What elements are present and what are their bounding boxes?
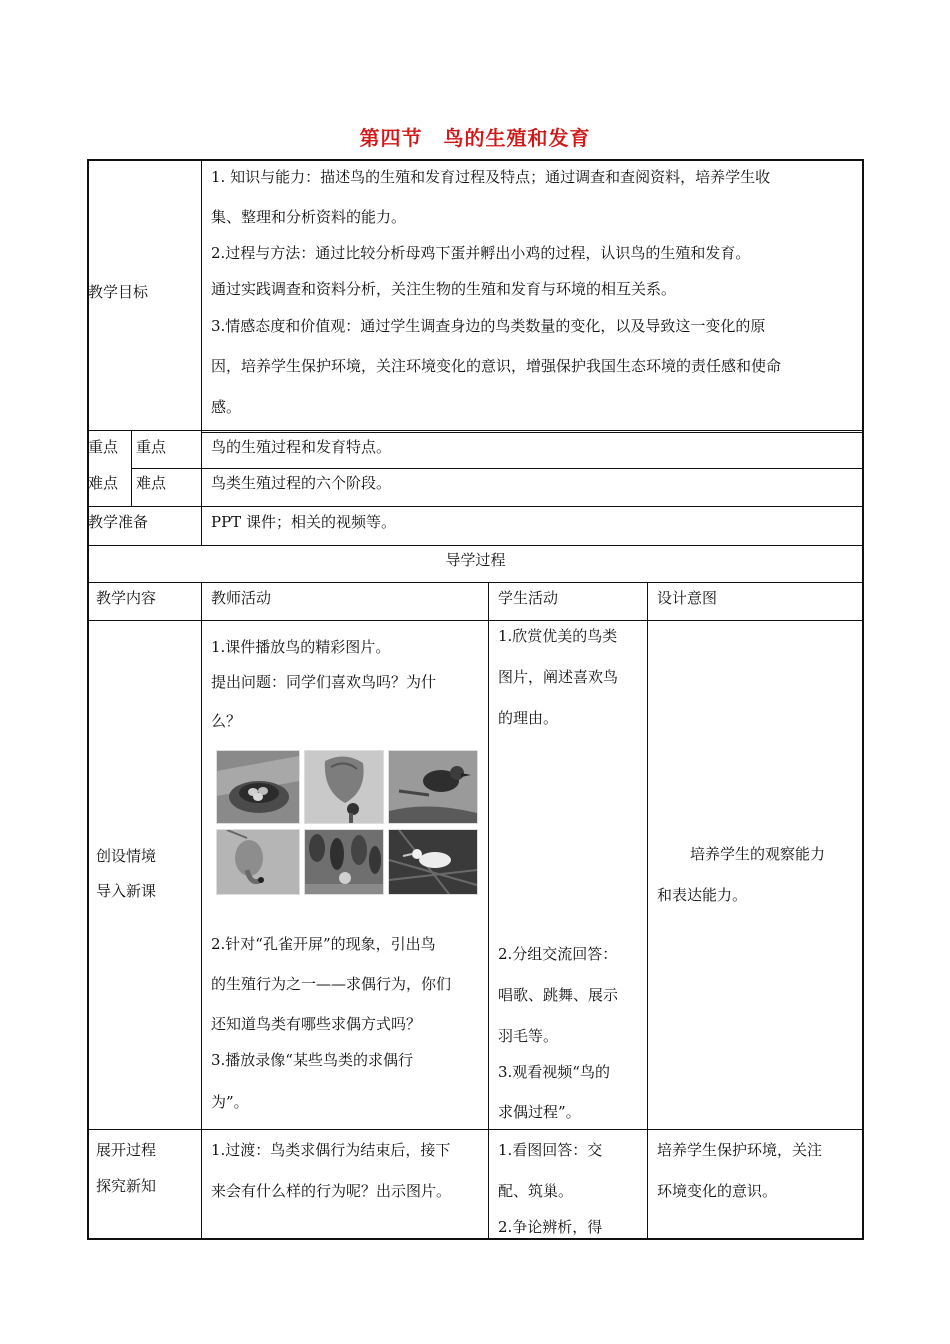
goals-label: 教学目标 — [88, 283, 149, 301]
row-divider — [88, 582, 863, 583]
section1-student-line: 唱歌、跳舞、展示 — [498, 986, 619, 1004]
column-divider — [201, 583, 202, 1239]
section1-student-line: 3.观看视频“鸟的 — [498, 1063, 610, 1081]
section1-content: 导入新课 — [96, 882, 157, 900]
page-title: 第四节 鸟的生殖和发育 — [359, 126, 591, 150]
section2-intent-line: 培养学生保护环境，关注 — [657, 1141, 823, 1159]
goals-line: 感。 — [211, 398, 242, 416]
goals-line: 2.过程与方法：通过比较分析母鸡下蛋并孵出小鸡的过程，认识鸟的生殖和发育。 — [211, 244, 751, 262]
egret-nest-photo — [388, 829, 478, 895]
section1-content: 创设情境 — [96, 847, 157, 865]
section1-student-line: 2.分组交流回答： — [498, 945, 618, 963]
goals-line: 1. 知识与能力：描述鸟的生殖和发育过程及特点；通过调查和查阅资料，培养学生收 — [211, 168, 771, 186]
section1-student-line: 羽毛等。 — [498, 1027, 559, 1045]
section2-teacher-line: 来会有什么样的行为呢？出示图片。 — [211, 1182, 452, 1200]
section1-intent-line: 培养学生的观察能力 — [690, 845, 826, 863]
prep-label: 教学准备 — [88, 513, 149, 531]
hanging-nest-photo — [216, 829, 300, 895]
difficulty-label: 难点 — [136, 474, 167, 492]
column-header-teacher: 教师活动 — [211, 589, 272, 607]
section1-teacher-line: 提出问题：同学们喜欢鸟吗？为什 — [211, 673, 437, 691]
key-split-divider — [131, 431, 132, 507]
difficulties-label: 难点 — [88, 474, 119, 492]
row-divider — [88, 620, 863, 621]
section1-teacher-line: 2.针对“孔雀开屏”的现象，引出鸟 — [211, 935, 436, 953]
section2-content: 展开过程 — [96, 1141, 157, 1159]
section1-student-line: 求偶过程”。 — [498, 1103, 581, 1121]
column-header-content: 教学内容 — [96, 589, 157, 607]
table-right-border — [862, 159, 864, 1240]
section1-teacher-line: 为”。 — [211, 1093, 249, 1111]
table-bottom-border — [87, 1238, 864, 1240]
row-divider — [88, 1129, 863, 1130]
row-divider — [88, 545, 863, 546]
row-divider — [88, 430, 863, 431]
goals-line: 通过实践调查和资料分析，关注生物的生殖和发育与环境的相互关系。 — [211, 280, 677, 298]
focus-label: 重点 — [136, 438, 167, 456]
section1-student-line: 图片，阐述喜欢鸟 — [498, 668, 619, 686]
table-top-border — [87, 159, 864, 161]
column-divider — [647, 583, 648, 1239]
section1-student-line: 1.欣赏优美的鸟类 — [498, 627, 618, 645]
goals-line: 因，培养学生保护环境，关注环境变化的意识，增强保护我国生态环境的责任感和使命 — [211, 357, 782, 375]
bird-on-branch-photo — [388, 750, 478, 824]
section2-content: 探究新知 — [96, 1177, 157, 1195]
section1-student-line: 的理由。 — [498, 709, 559, 727]
column-header-student: 学生活动 — [498, 589, 559, 607]
row-divider — [131, 468, 863, 469]
section2-student-line: 2.争论辨析，得 — [498, 1218, 603, 1236]
column-divider — [488, 583, 489, 1239]
prep-text: PPT 课件；相关的视频等。 — [211, 513, 396, 531]
process-header: 导学过程 — [445, 551, 506, 569]
section2-student-line: 配、筑巢。 — [498, 1182, 574, 1200]
section1-teacher-line: 还知道鸟类有哪些求偶方式吗？ — [211, 1015, 422, 1033]
section1-teacher-line: 1.课件播放鸟的精彩图片。 — [211, 638, 391, 656]
goals-line: 集、整理和分析资料的能力。 — [211, 208, 407, 226]
section2-intent-line: 环境变化的意识。 — [657, 1182, 778, 1200]
difficulty-text: 鸟类生殖过程的六个阶段。 — [211, 474, 392, 492]
section1-intent-line: 和表达能力。 — [657, 886, 748, 904]
section1-teacher-line: 3.播放录像“某些鸟类的求偶行 — [211, 1051, 413, 1069]
section2-teacher-line: 1.过渡：鸟类求偶行为结束后，接下 — [211, 1141, 451, 1159]
row-divider — [202, 432, 863, 433]
column-header-intent: 设计意图 — [657, 589, 718, 607]
nest-eggs-photo — [216, 750, 300, 824]
table-left-border — [87, 159, 89, 1240]
section2-student-line: 1.看图回答：交 — [498, 1141, 603, 1159]
key-points-label: 重点 — [88, 438, 119, 456]
label-column-divider — [201, 160, 202, 545]
section1-teacher-line: 的生殖行为之一——求偶行为，你们 — [211, 975, 452, 993]
section1-teacher-line: 么？ — [211, 712, 242, 730]
weaver-nest-photo — [304, 750, 384, 824]
flowers-bird-photo — [304, 829, 384, 895]
row-divider — [88, 506, 863, 507]
focus-text: 鸟的生殖过程和发育特点。 — [211, 438, 392, 456]
goals-line: 3.情感态度和价值观：通过学生调查身边的鸟类数量的变化，以及导致这一变化的原 — [211, 317, 766, 335]
